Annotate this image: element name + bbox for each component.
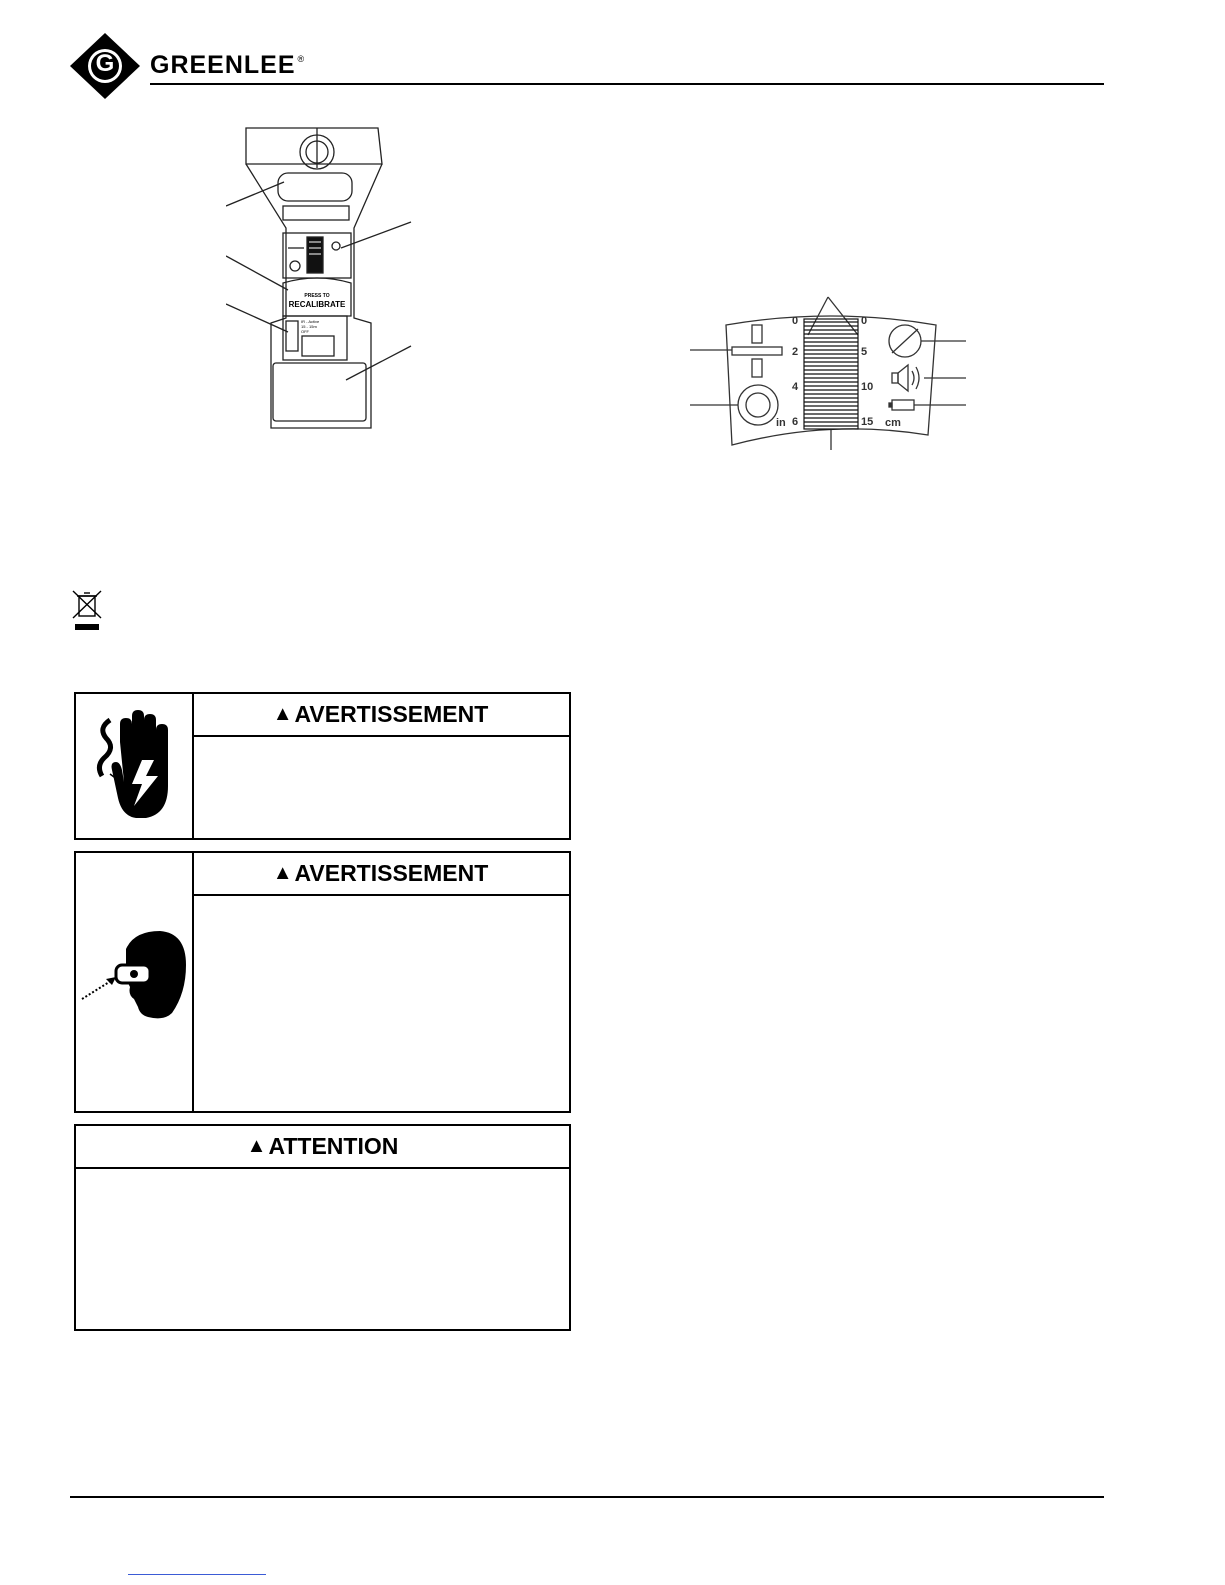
warning-triangle-icon: ▲ — [272, 703, 293, 725]
mode-label-3: OFF — [301, 329, 309, 334]
greenlee-logo — [70, 33, 140, 99]
cm-scale-5: 5 — [861, 346, 868, 358]
warning-box-electric-shock — [74, 692, 571, 840]
footer-rule — [70, 1496, 1104, 1498]
brand-text: GREENLEE — [150, 51, 296, 79]
registered-mark: ® — [297, 53, 305, 64]
warning-icon-cell — [76, 853, 194, 1111]
inch-scale-4: 4 — [792, 381, 799, 393]
recalibrate-button-label: RECALIBRATE — [288, 300, 346, 309]
warning-header — [192, 853, 569, 896]
recalibrate-small-label: PRESS TO — [304, 293, 330, 299]
inch-scale-6: 6 — [792, 416, 799, 428]
cm-scale-15: 15 — [861, 416, 874, 428]
footer-link-underline — [128, 1574, 266, 1575]
header-rule — [150, 83, 1104, 85]
caution-box — [74, 1124, 571, 1331]
warning-box-eye-protection — [74, 851, 571, 1113]
caution-header — [76, 1126, 569, 1169]
lcd-display-drawing — [690, 295, 970, 450]
inch-scale-2: 2 — [792, 346, 799, 358]
mode-label-1: IR - Active — [301, 319, 320, 324]
stud-finder-drawing — [226, 118, 416, 440]
inch-unit: in — [776, 417, 786, 429]
inch-scale-0: 0 — [792, 315, 799, 327]
cm-unit: cm — [885, 417, 901, 429]
warning-title: AVERTISSEMENT — [294, 860, 489, 886]
brand-name — [150, 51, 304, 80]
eye-protection-icon — [76, 853, 192, 1111]
warning-title: AVERTISSEMENT — [294, 701, 489, 727]
warning-icon-cell — [76, 694, 194, 838]
crossed-bin-icon — [70, 588, 104, 632]
display-detail-illustration — [690, 295, 970, 450]
cm-scale-0: 0 — [861, 315, 868, 327]
logo-letter: G — [95, 50, 115, 77]
caution-title: ATTENTION — [268, 1133, 399, 1159]
cm-scale-10: 10 — [861, 381, 874, 393]
shock-hazard-icon — [76, 694, 192, 838]
warning-triangle-icon: ▲ — [272, 862, 293, 884]
mode-label-2: 15 - 15m — [301, 324, 317, 329]
device-illustration — [226, 118, 416, 440]
warning-header — [192, 694, 569, 737]
warning-triangle-icon: ▲ — [246, 1135, 267, 1157]
